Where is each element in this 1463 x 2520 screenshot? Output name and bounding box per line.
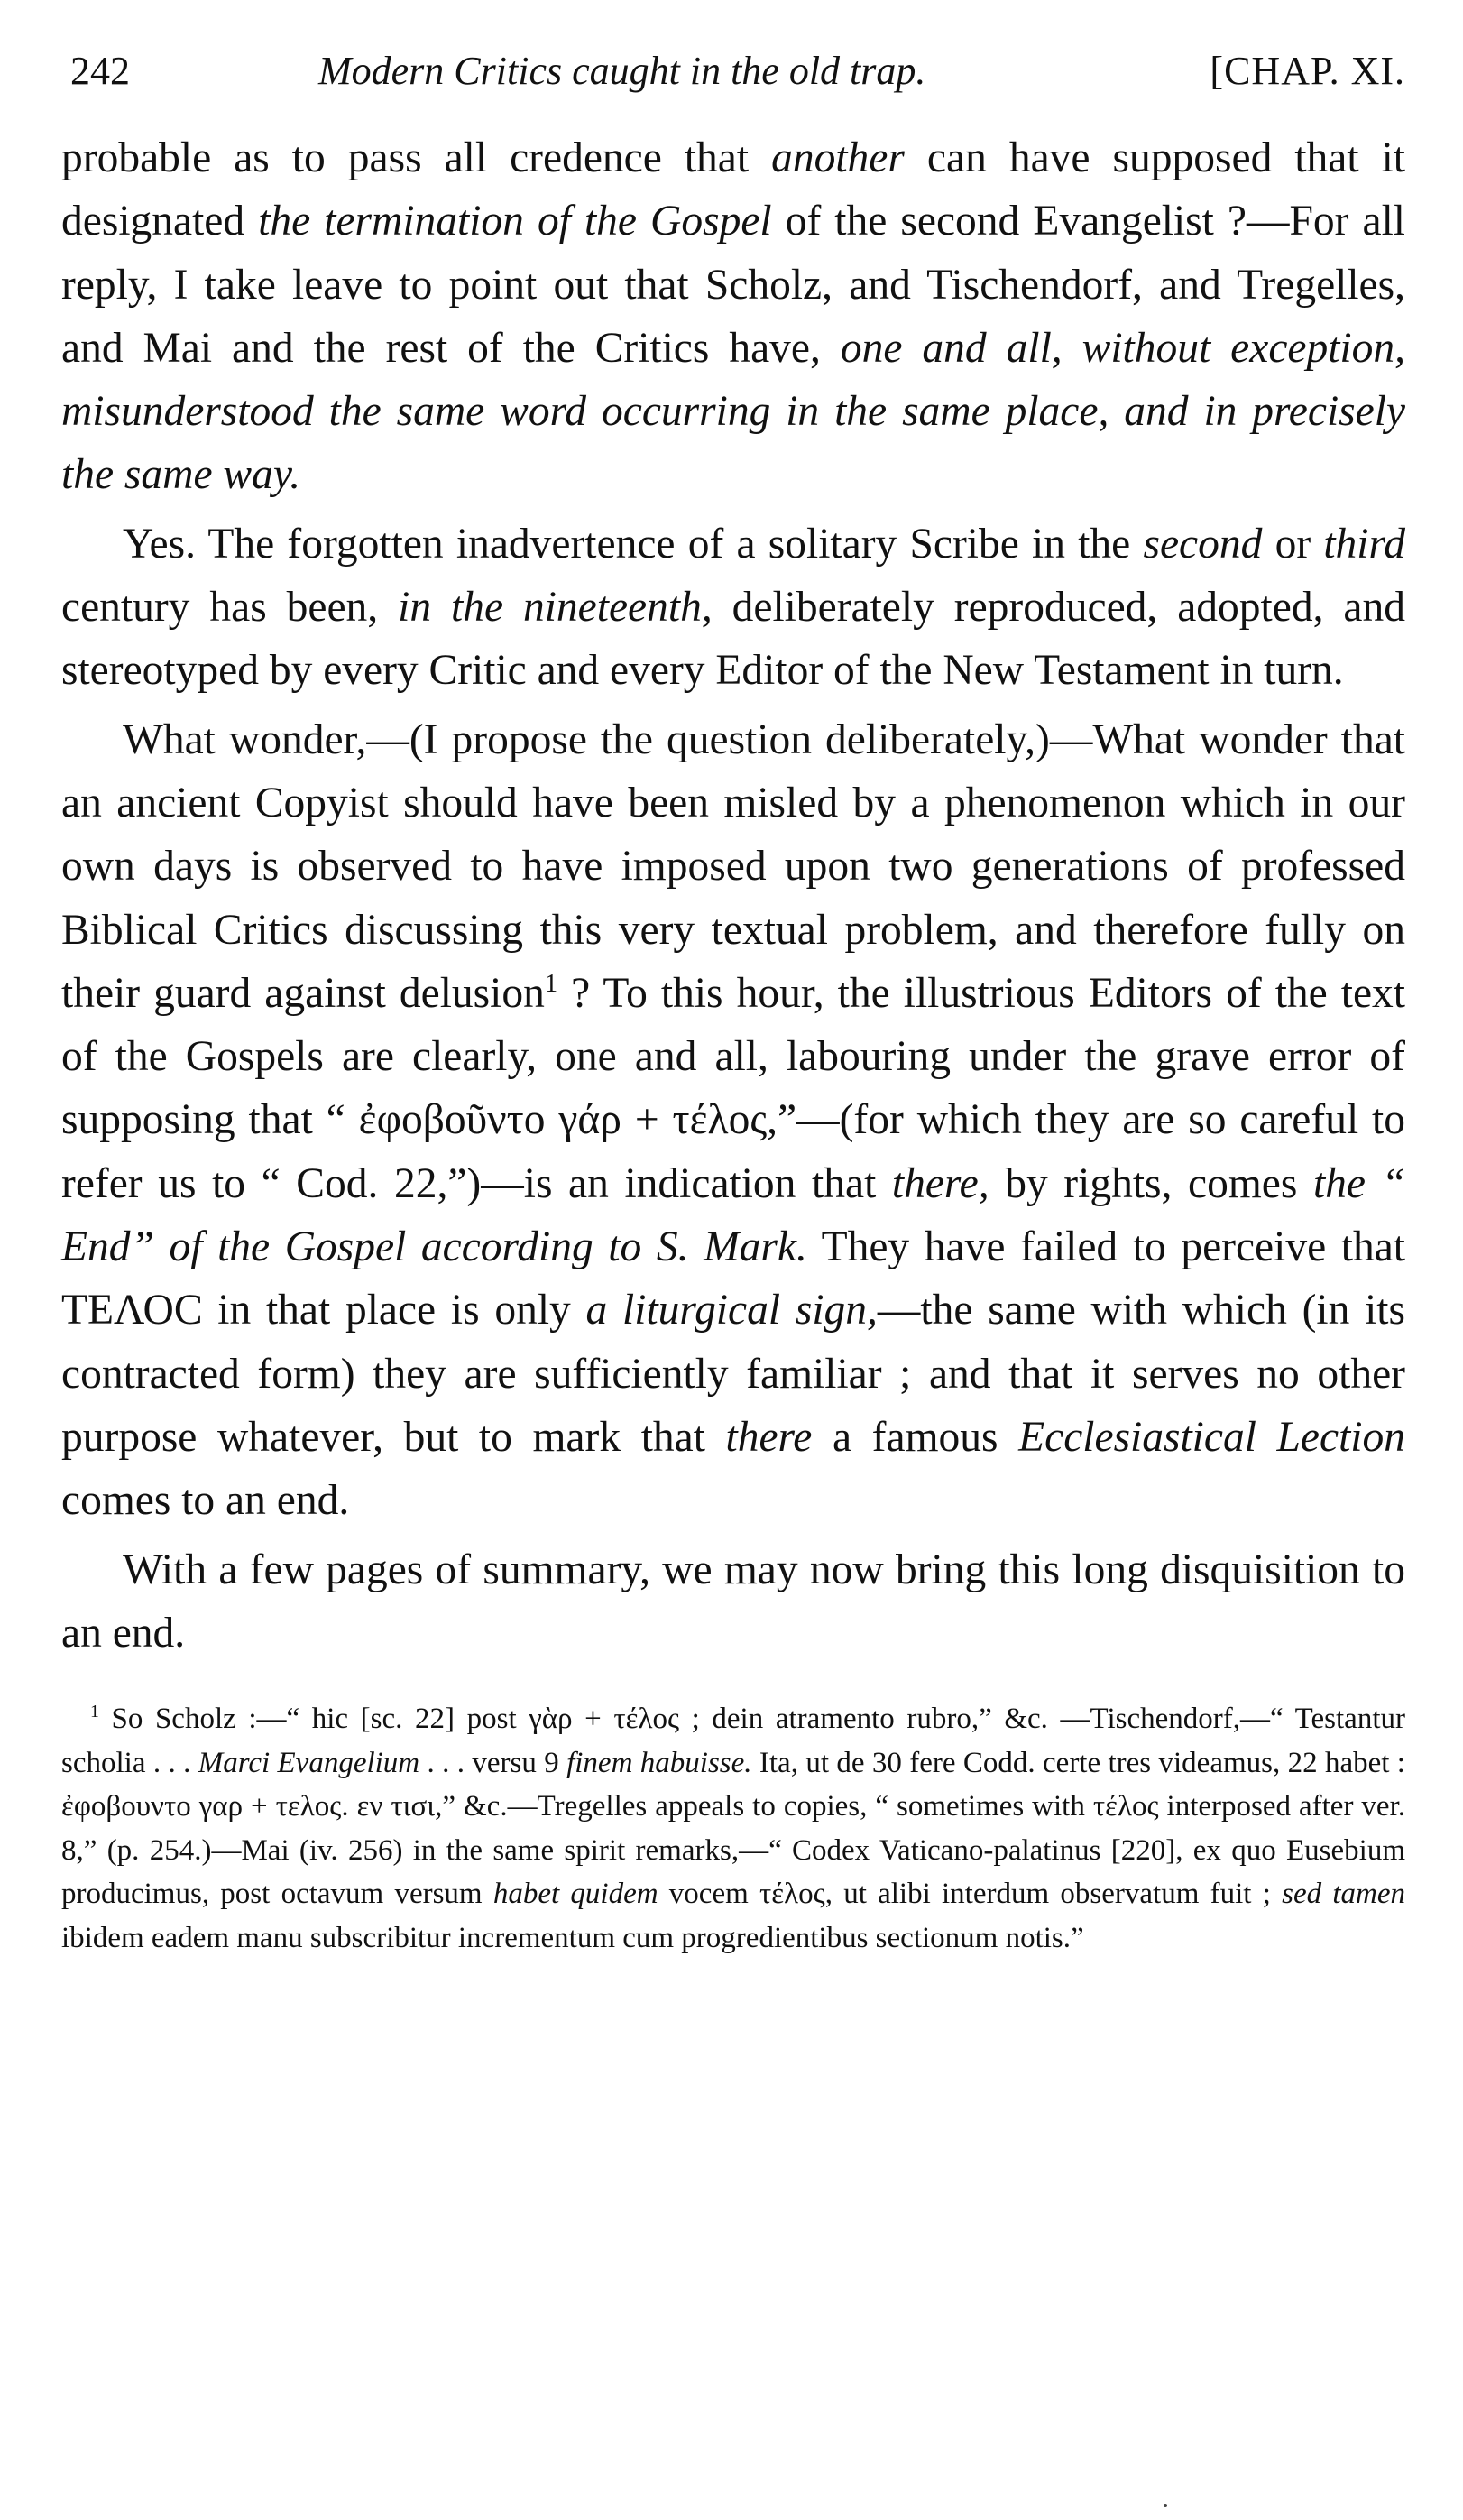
text-run: by rights, comes xyxy=(989,1159,1313,1207)
text-run: deliberately reproduced, adopted, and stereotyped by every Critic and every Editor of the New Testament in turn. xyxy=(61,584,1405,695)
paragraph xyxy=(61,708,1405,1533)
paragraph xyxy=(61,512,1405,703)
text-run: They have failed to perceive that ΤΕΛΟϹ in that place is only xyxy=(61,1223,1405,1334)
running-title: Modern Critics caught in the old trap. xyxy=(318,49,926,93)
paragraph xyxy=(61,126,1405,507)
text-run: of the second Evangelist ?—For all reply, I take leave to point out that Scholz, and Tischendorf, and Tregelles, and Mai and the rest of the Critics have, xyxy=(61,198,1405,372)
italic-text: Marci Evangelium xyxy=(198,1746,420,1779)
page-number: 242 xyxy=(70,49,130,93)
text-run: vocem τέλος, ut alibi interdum observatum fuit ; xyxy=(658,1878,1283,1911)
text-run: Yes. The forgotten inadvertence of a solitary Scribe in the xyxy=(123,520,1144,568)
italic-text: the “ End” of the Gospel according to S. Mark. xyxy=(61,1159,1405,1271)
text-run: . . . versu 9 xyxy=(419,1746,567,1779)
book-page xyxy=(61,41,1405,1960)
text-run: can have supposed that it designated xyxy=(61,134,1405,245)
text-run: probable as to pass all credence that xyxy=(61,134,772,181)
footnote xyxy=(61,1697,1405,1960)
footnote-marker: 1 xyxy=(90,1702,99,1722)
text-run: ibidem eadem manu subscribitur incrementum cum progredientibus sectionum notis.” xyxy=(61,1921,1084,1954)
italic-text: there, xyxy=(891,1159,989,1207)
italic-text: one and all, without exception, misunderstood the same word occurring in the same place, and in precisely the same way. xyxy=(61,324,1405,499)
italic-text: sed tamen xyxy=(1282,1878,1405,1911)
italic-text: the termination of the Gospel xyxy=(258,198,772,245)
italic-text: finem habuisse. xyxy=(566,1746,752,1779)
italic-text: another xyxy=(771,134,905,181)
text-run: a famous xyxy=(812,1413,1019,1461)
text-run: So Scholz :—“ hic [sc. 22] post γὰρ + τέλος ; dein atramento rubro,” &c. —Tischendorf,—“ Testantur scholia . . . xyxy=(61,1703,1405,1779)
text-run: ? To this hour, the illustrious Editors of the text of the Gospels are clearly, one and all, labouring under the grave error of supposing that “ ἐφοβοῦντο γάρ + τέλος,”—(for which they are so careful to refer us to “ Cod. 22,”)—is an indication that xyxy=(61,969,1405,1207)
text-run: Ita, ut de 30 fere Codd. certe tres videamus, 22 habet : ἐφοβουντο γαρ + τελος. εν τισι,” &c.—Tregelles appeals to copies, “ sometimes with τέλος interposed after ver. 8,” (p. 254.)—Mai (iv. 256) in the same spirit remarks,—“ Codex Vaticano-palatinus [220], ex quo Eusebium producimus, post octavum versum xyxy=(61,1746,1405,1911)
chapter-label: [CHAP. XI. xyxy=(1210,49,1405,93)
italic-text: habet quidem xyxy=(492,1878,658,1911)
text-run: or xyxy=(1262,520,1324,568)
italic-text: third xyxy=(1323,520,1405,568)
text-run: century has been, xyxy=(61,584,399,632)
italic-text: in the nineteenth, xyxy=(398,584,713,632)
italic-text: Ecclesiastical Lection xyxy=(1018,1413,1405,1461)
italic-text: second xyxy=(1143,520,1263,568)
body-text xyxy=(61,126,1405,1665)
text-run: comes to an end. xyxy=(61,1477,350,1525)
footnote-marker: 1 xyxy=(544,970,558,999)
text-run: With a few pages of summary, we may now bring this long disquisition to an end. xyxy=(61,1546,1405,1657)
footnote-area xyxy=(61,1697,1405,1960)
page-header xyxy=(61,41,1405,126)
italic-text: a liturgical sign, xyxy=(585,1287,878,1334)
stray-mark xyxy=(1164,2504,1167,2507)
italic-text: there xyxy=(725,1413,813,1461)
text-run: —the same with which (in its contracted form) they are sufficiently familiar ; and that it serves no other purpose whatever, but to mark that xyxy=(61,1287,1405,1461)
text-run: What wonder,—(I propose the question deliberately,)—What wonder that an ancient Copyist should have been misled by a phenomenon which in our own days is observed to have imposed upon two generations of professed Biblical Critics discussing this very textual problem, and therefore fully on their guard against delusion xyxy=(61,715,1405,1017)
paragraph xyxy=(61,1538,1405,1666)
